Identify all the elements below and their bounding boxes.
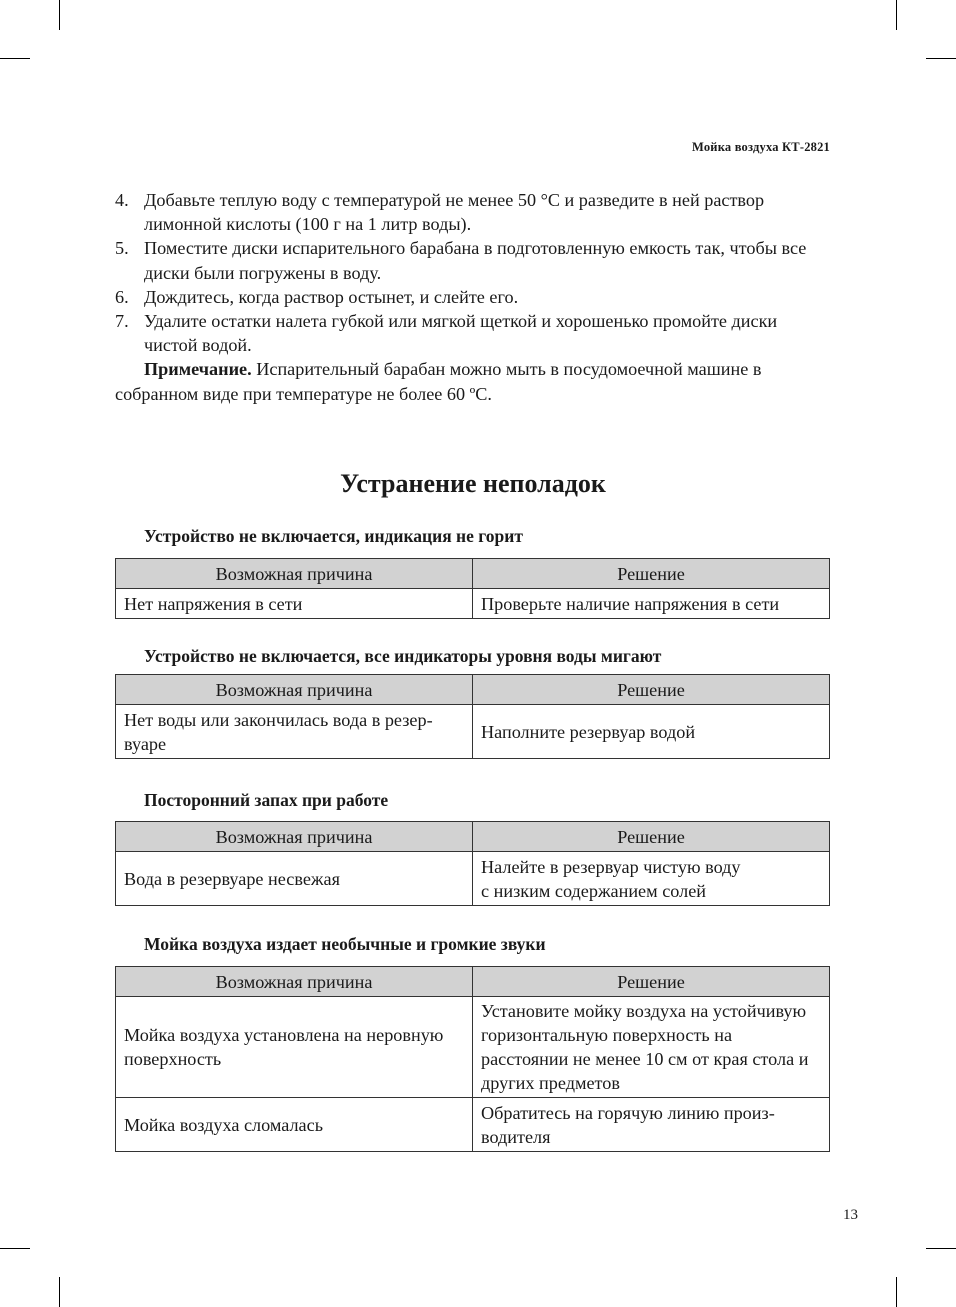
crop-mark [59, 1277, 60, 1307]
note-label: Примечание. [144, 359, 252, 380]
crop-mark [896, 0, 897, 30]
crop-mark [926, 1248, 956, 1249]
section-title: Устранение неполадок [340, 469, 606, 498]
step-text: Удалите остатки налета губкой или мягкой щеткой и хорошенько промойте диски чистой водой. [144, 311, 778, 356]
table-row [116, 997, 830, 1098]
list-item [115, 285, 830, 309]
cause-header: Возможная причина [116, 559, 473, 589]
problem-title: Мойка воздуха издает необычные и громкие звуки [144, 934, 546, 954]
cause-cell: Мойка воздуха сломалась [116, 1098, 473, 1152]
step-number: 5. [115, 238, 129, 259]
table-header-row [116, 675, 830, 705]
solution-cell: Обратитесь на горячую линию производителя [473, 1098, 830, 1152]
running-header: Мойка воздуха КТ-2821 [692, 140, 830, 154]
problem-title: Устройство не включается, все индикаторы уровня воды мигают [144, 646, 662, 666]
problem-title: Посторонний запах при работе [144, 790, 389, 810]
solution-cell: Наполните резервуар водой [473, 705, 830, 759]
list-item [115, 188, 830, 236]
table-row [116, 705, 830, 759]
table-row [116, 589, 830, 619]
step-text: Дождитесь, когда раствор остынет, и слейте его. [144, 286, 519, 307]
cause-cell: Вода в резервуаре несвежая [116, 852, 473, 906]
list-item [115, 309, 830, 357]
table-row [116, 852, 830, 906]
list-item [115, 236, 830, 284]
page-number: 13 [843, 1207, 858, 1223]
troubleshooting-table [115, 821, 830, 906]
solution-header: Решение [473, 675, 830, 705]
cause-header: Возможная причина [116, 967, 473, 997]
table-header-row [116, 967, 830, 997]
solution-cell: Проверьте наличие напряжения в сети [473, 589, 830, 619]
cause-cell: Мойка воздуха установлена на неровную поверхность [116, 997, 473, 1098]
crop-mark [896, 1277, 897, 1307]
step-text: Поместите диски испарительного барабана в подготовленную емкость так, чтобы все диски были погружены в воду. [144, 238, 807, 283]
cause-cell: Нет напряжения в сети [116, 589, 473, 619]
troubleshooting-table [115, 674, 830, 759]
solution-header: Решение [473, 822, 830, 852]
steps-list [115, 188, 830, 406]
solution-cell: Установите мойку воздуха на устойчивую горизонтальную поверхность на расстоянии не менее 10 см от края стола и других предметов [473, 997, 830, 1098]
table-header-row [116, 559, 830, 589]
crop-mark [59, 0, 60, 30]
cause-header: Возможная причина [116, 822, 473, 852]
step-text: Добавьте теплую воду с температурой не менее 50 °С и разведите в ней раствор лимонной кислоты (100 г на 1 литр воды). [144, 190, 765, 235]
troubleshooting-table [115, 558, 830, 619]
crop-mark [926, 58, 956, 59]
step-number: 6. [115, 286, 129, 307]
table-header-row [116, 822, 830, 852]
troubleshooting-table [115, 966, 830, 1152]
crop-mark [0, 58, 30, 59]
note-text: Испарительный барабан можно мыть в посудомоечной машине в собранном виде при температуре не более 60 ºС. [115, 359, 762, 404]
cause-header: Возможная причина [116, 675, 473, 705]
solution-header: Решение [473, 967, 830, 997]
table-row [116, 1098, 830, 1152]
cause-cell: Нет воды или закончилась вода в резервуаре [116, 705, 473, 759]
solution-header: Решение [473, 559, 830, 589]
crop-mark [0, 1248, 30, 1249]
step-number: 7. [115, 311, 129, 332]
step-number: 4. [115, 190, 129, 210]
solution-cell: Налейте в резервуар чистую воду с низким содержанием солей [473, 852, 830, 906]
problem-title: Устройство не включается, индикация не горит [144, 526, 523, 546]
note-paragraph [115, 357, 830, 405]
